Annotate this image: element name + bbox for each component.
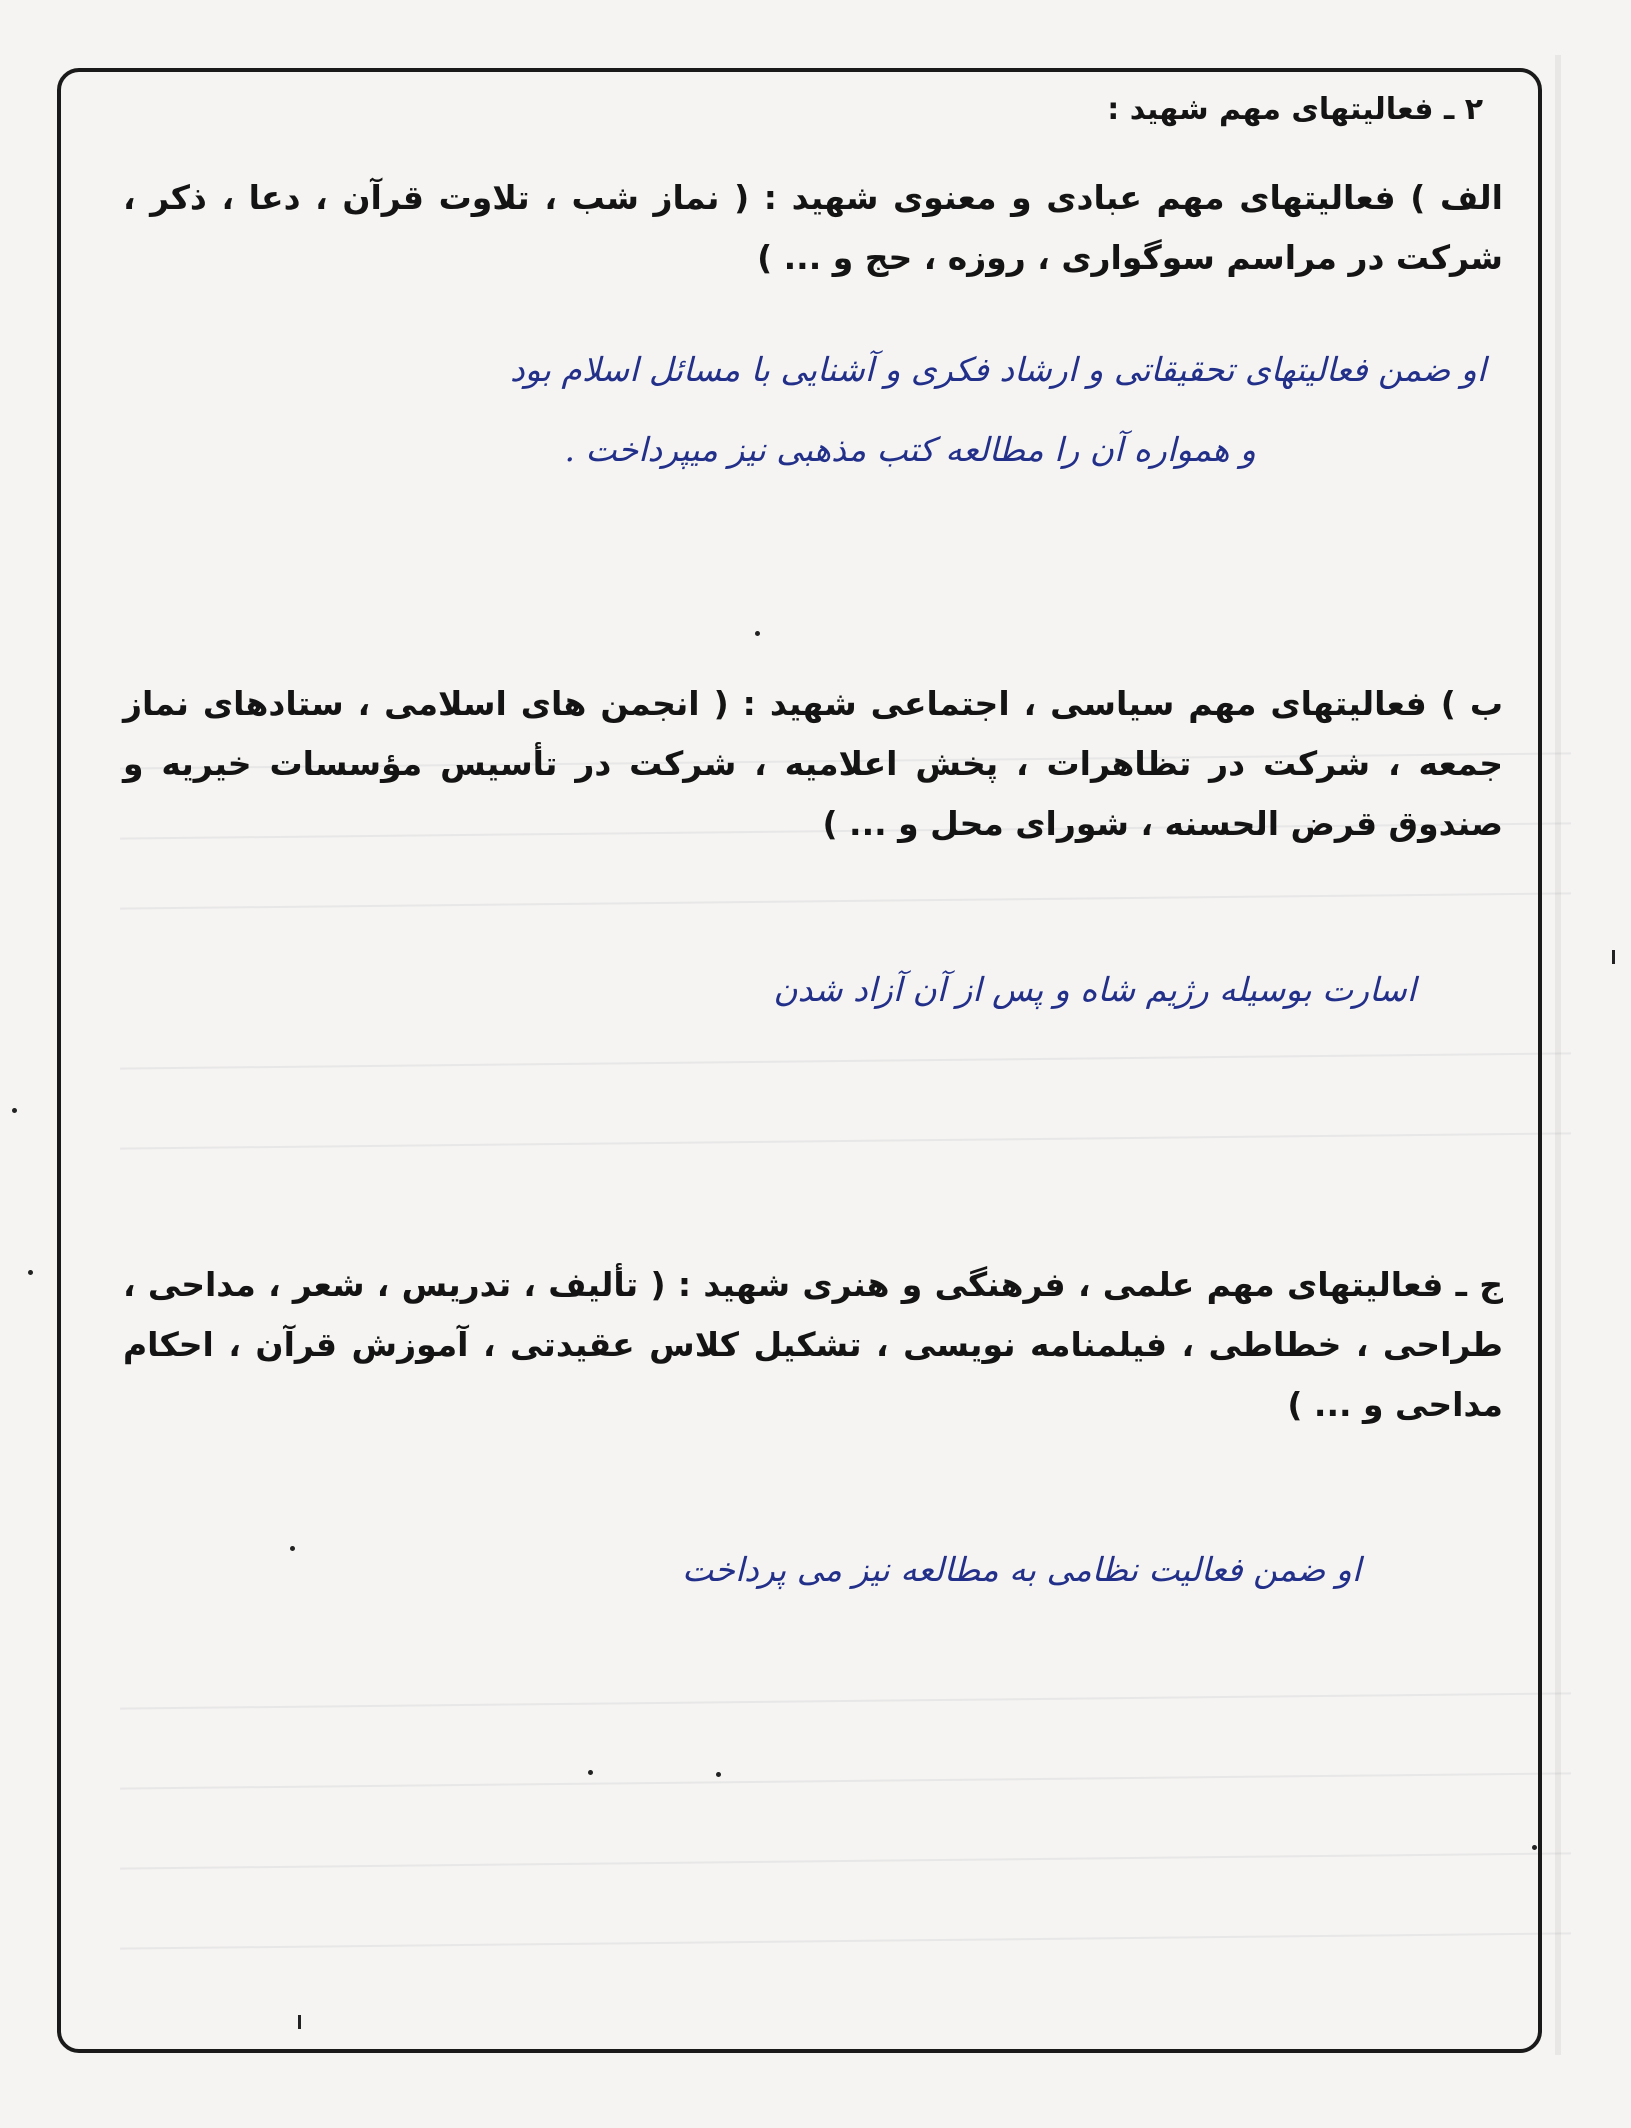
ink-speck [12,1108,17,1113]
handwritten-note-political [773,950,1416,1030]
handwritten-note-cultural [682,1530,1361,1610]
handwritten-line: او ضمن فعالیت نظامی به مطالعه نیز می پرداخت [682,1550,1361,1589]
ink-mark [298,2015,301,2029]
ink-speck [588,1770,593,1775]
handwritten-line: اسارت بوسیله رژیم شاه و پس از آن آزاد شدن [773,970,1416,1009]
ink-speck [290,1546,295,1551]
ink-speck [1532,1845,1537,1850]
ink-mark [1612,950,1615,964]
handwritten-line: و همواره آن را مطالعه کتب مذهبی نیز میپرداخت . [564,430,1256,469]
section-heading: ۲ ـ فعالیتهای مهم شهید : [1107,92,1483,127]
page-edge-shadow [1555,55,1561,2055]
printed-paragraph-worship: الف ) فعالیتهای مهم عبادی و معنوی شهید : ( نماز شب ، تلاوت قرآن ، دعا ، ذکر ، شرکت در مراسم سوگواری ، روزه ، حج و ... ) [123,178,1503,277]
ink-speck [28,1270,33,1275]
printed-paragraph-political: ب ) فعالیتهای مهم سیاسی ، اجتماعی شهید : ( انجمن های اسلامی ، ستادهای نماز جمعه ، شرکت در تظاهرات ، پخش اعلامیه ، شرکت در تأسیس مؤسسات خیریه و صندوق قرض الحسنه ، شورای محل و ... ) [123,684,1503,843]
ink-speck [755,631,760,636]
handwritten-line: او ضمن فعالیتهای تحقیقاتی و ارشاد فکری و آشنایی با مسائل اسلام بود [510,350,1486,389]
ink-speck [716,1772,721,1777]
printed-paragraph-cultural: ج ـ فعالیتهای مهم علمی ، فرهنگی و هنری شهید : ( تألیف ، تدریس ، شعر ، مداحی ، طراحی ، خطاطی ، فیلمنامه نویسی ، تشکیل کلاس عقیدتی ، آموزش قرآن ، احکام مداحی و ... ) [123,1265,1503,1424]
handwritten-note-worship [146,330,1486,490]
